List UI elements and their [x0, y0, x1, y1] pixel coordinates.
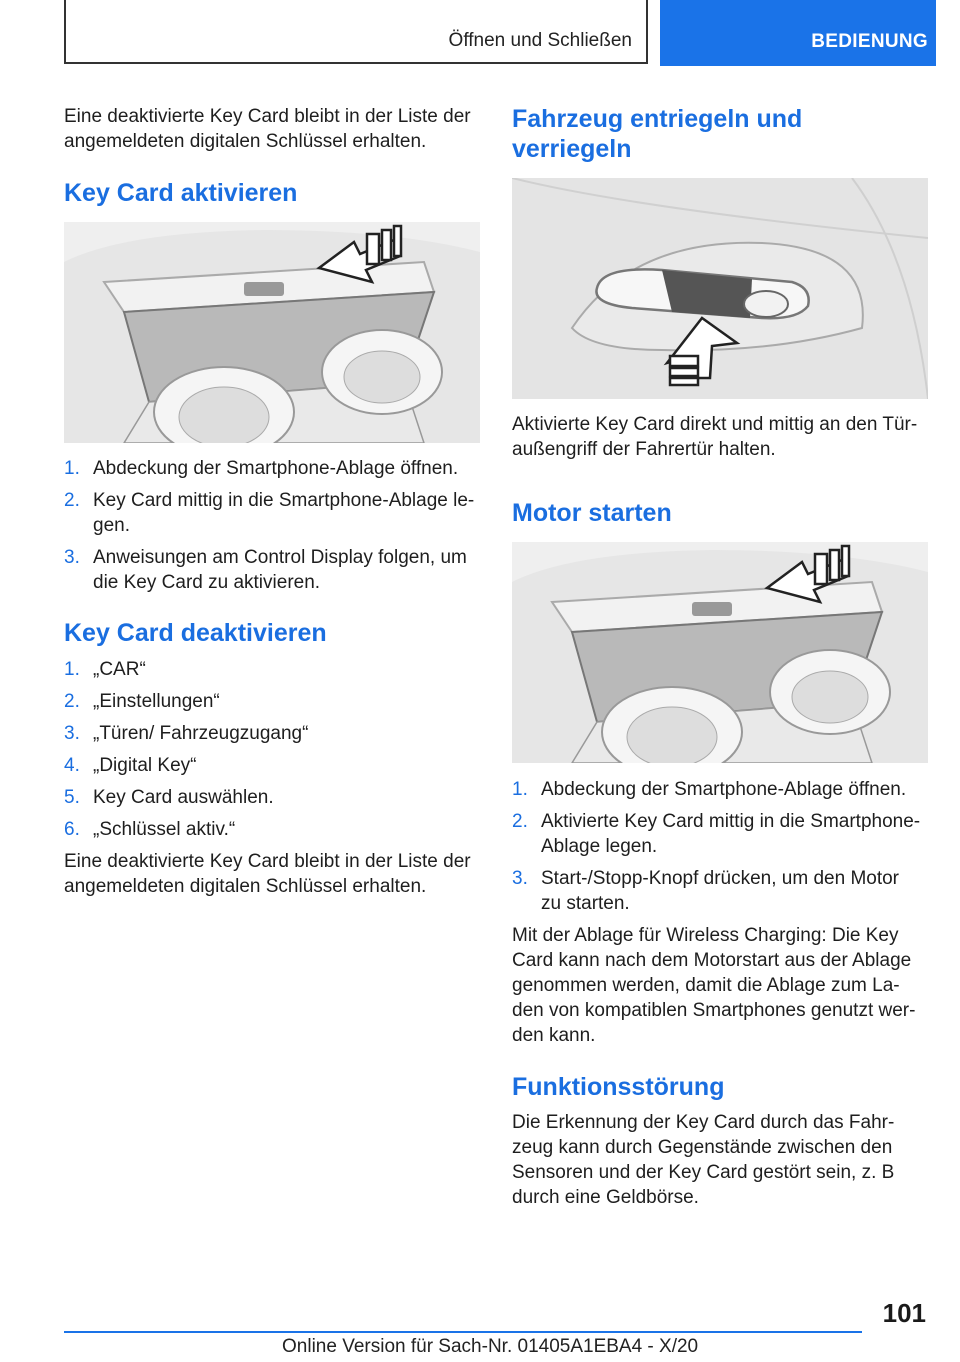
left-intro-line-1: Eine deaktivierte Key Card bleibt in der Liste der	[64, 106, 471, 127]
fault-line-4: durch eine Geldbörse.	[512, 1187, 699, 1208]
heading-unlock-line-1: Fahrzeug entriegeln und	[512, 105, 803, 133]
fault-line-3: Sensoren und der Key Card gestört sein, z. B	[512, 1162, 895, 1183]
figure-door-handle	[512, 178, 928, 399]
activate-step-3-text-line-1: Anweisungen am Control Display folgen, um	[93, 547, 467, 568]
start-step-1-number: 1.	[512, 779, 528, 800]
activate-step-3-text-line-2: die Key Card zu aktivieren.	[93, 572, 321, 593]
deactivate-step-4-number: 4.	[64, 755, 80, 776]
deactivate-step-1-number: 1.	[64, 659, 80, 680]
heading-motor-starten: Motor starten	[512, 499, 672, 527]
start-step-1-text: Abdeckung der Smartphone-Ablage öffnen.	[541, 779, 907, 800]
deactivate-step-5-text: Key Card auswählen.	[93, 787, 274, 808]
deactivate-step-2-number: 2.	[64, 691, 80, 712]
unlock-line-2: außengriff der Fahrertür halten.	[512, 439, 776, 460]
start-step-3-number: 3.	[512, 868, 528, 889]
activate-step-1-text: Abdeckung der Smartphone-Ablage öffnen.	[93, 458, 459, 479]
header-chapter-label: BEDIENUNG	[811, 31, 928, 52]
activate-step-2-number: 2.	[64, 490, 80, 511]
activate-step-3-number: 3.	[64, 547, 80, 568]
unlock-line-1: Aktivierte Key Card direkt und mittig an den Tür-	[512, 414, 918, 435]
deactivate-step-4-text: „Digital Key“	[93, 755, 197, 776]
left-outro-line-1: Eine deaktivierte Key Card bleibt in der Liste der	[64, 851, 471, 872]
left-outro-line-2: angemeldeten digitalen Schlüssel erhalten.	[64, 876, 427, 897]
page-number: 101	[882, 1298, 926, 1328]
heading-unlock-line-2: verriegeln	[512, 135, 632, 163]
charging-line-5: den kann.	[512, 1025, 596, 1046]
deactivate-step-1-text: „CAR“	[93, 659, 146, 680]
figure-smartphone-tray-2	[512, 542, 928, 763]
deactivate-step-6-number: 6.	[64, 819, 80, 840]
activate-step-1-number: 1.	[64, 458, 80, 479]
charging-line-3: genommen werden, damit die Ablage zum La-	[512, 975, 900, 996]
charging-line-1: Mit der Ablage für Wireless Charging: Die Key	[512, 925, 899, 946]
deactivate-step-3-text: „Türen/ Fahrzeugzugang“	[93, 723, 309, 744]
smartphone-tray-illustration	[64, 222, 480, 443]
smartphone-tray-illustration-2	[512, 542, 928, 763]
heading-key-card-activate: Key Card aktivieren	[64, 179, 298, 207]
deactivate-step-3-number: 3.	[64, 723, 80, 744]
heading-funktionsstoerung: Funktionsstörung	[512, 1073, 725, 1101]
figure-smartphone-tray-1	[64, 222, 480, 443]
deactivate-step-6-text: „Schlüssel aktiv.“	[93, 819, 236, 840]
deactivate-step-2-text: „Einstellungen“	[93, 691, 220, 712]
start-step-2-text-line-1: Aktivierte Key Card mittig in die Smartphone-	[541, 811, 921, 832]
footer-divider	[64, 1331, 862, 1333]
activate-step-2-text-line-2: gen.	[93, 515, 130, 536]
start-step-3-text-line-2: zu starten.	[541, 893, 630, 914]
activate-step-2-text-line-1: Key Card mittig in die Smartphone-Ablage le-	[93, 490, 475, 511]
header-chapter-tab	[660, 0, 936, 66]
deactivate-step-5-number: 5.	[64, 787, 80, 808]
left-intro-line-2: angemeldeten digitalen Schlüssel erhalten.	[64, 131, 427, 152]
charging-line-2: Card kann nach dem Motorstart aus der Ablage	[512, 950, 912, 971]
start-step-2-number: 2.	[512, 811, 528, 832]
header-section-title: Öffnen und Schließen	[448, 30, 632, 51]
footer-online-version: Online Version für Sach-Nr. 01405A1EBA4 - X/20	[282, 1336, 699, 1357]
start-step-3-text-line-1: Start-/Stopp-Knopf drücken, um den Motor	[541, 868, 900, 889]
fault-line-1: Die Erkennung der Key Card durch das Fahr-	[512, 1112, 895, 1133]
header-section-box	[64, 0, 648, 64]
heading-key-card-deactivate: Key Card deaktivieren	[64, 619, 327, 647]
charging-line-4: den von kompatiblen Smartphones genutzt wer-	[512, 1000, 916, 1021]
door-handle-illustration	[512, 178, 928, 399]
fault-line-2: zeug kann durch Gegenstände zwischen den	[512, 1137, 893, 1158]
start-step-2-text-line-2: Ablage legen.	[541, 836, 658, 857]
